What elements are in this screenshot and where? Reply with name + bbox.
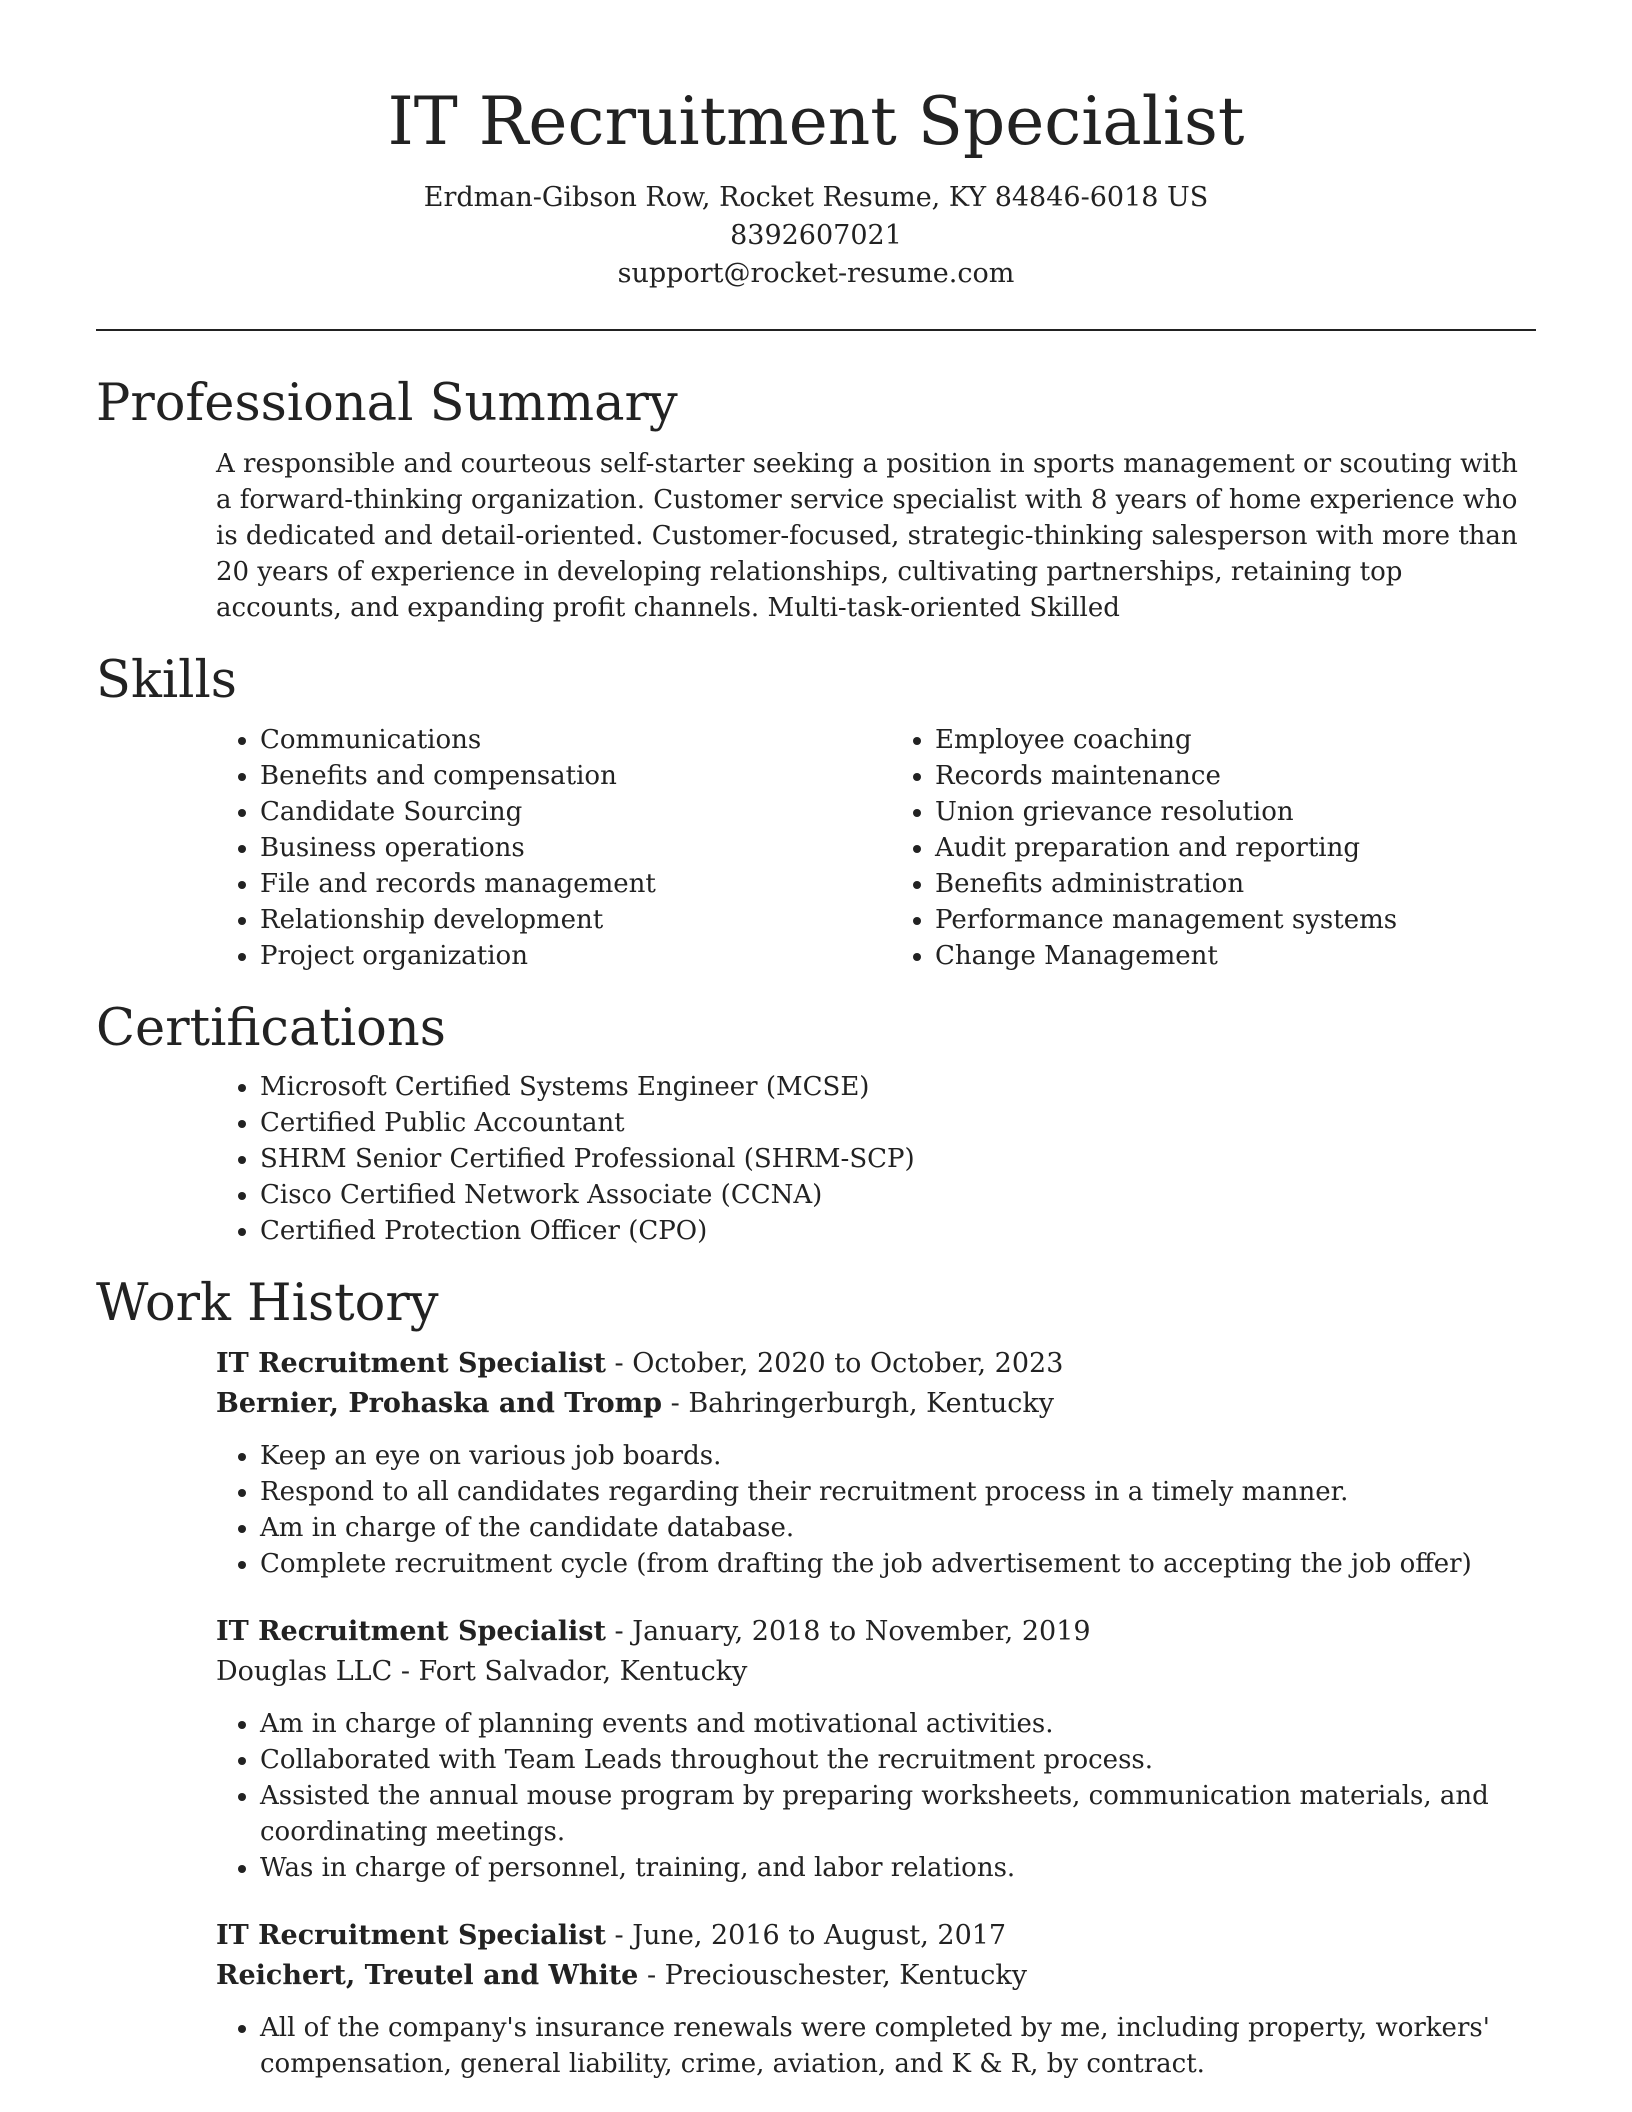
work-history-jobs [216,1344,1536,2082]
job-company-line [216,1652,1536,1692]
job-duty-item: • Am in charge of the candidate database. [260,1510,1536,1546]
skill-item: • Project organization [260,938,861,974]
skill-item: • File and records management [260,866,861,902]
job-duty-item: • Keep an eye on various job boards. [260,1438,1536,1474]
job-dates: - October, 2020 to October, 2023 [605,1347,1064,1379]
job-location: - Fort Salvador, Kentucky [392,1655,748,1687]
job-entry [216,1612,1536,1886]
job-duty-item: • All of the company's insurance renewals were completed by me, including property, workers' compensation, general liability, crime, aviation, and K & R, by contract. [260,2010,1536,2082]
professional-summary-section [96,373,1536,626]
job-company: Reichert, Treutel and White [216,1959,639,1991]
job-entry [216,1344,1536,1582]
job-role: IT Recruitment Specialist [216,1919,606,1951]
skill-item: • Benefits administration [935,866,1536,902]
certification-item: • SHRM Senior Certified Professional (SHRM-SCP) [260,1141,1536,1177]
email-address: support@rocket-resume.com [617,258,1015,290]
skill-item: • Change Management [935,938,1536,974]
job-role: IT Recruitment Specialist [216,1615,606,1647]
job-company: Douglas LLC [216,1655,393,1687]
skill-item: • Communications [260,722,861,758]
certifications-list [216,1069,1536,1249]
certification-item: • Cisco Certified Network Associate (CCNA) [260,1177,1536,1213]
job-role-line [216,1612,1536,1652]
skill-item: • Employee coaching [935,722,1536,758]
skill-item: • Candidate Sourcing [260,794,861,830]
job-duties-list [216,2010,1536,2082]
section-title-professional-summary: Professional Summary [96,374,678,434]
section-title-certifications: Certifications [96,998,446,1058]
job-role: IT Recruitment Specialist [216,1347,606,1379]
job-duty-item: • Respond to all candidates regarding their recruitment process in a timely manner. [260,1474,1536,1510]
job-location: - Bahringerburgh, Kentucky [662,1387,1054,1419]
certification-item: • Certified Protection Officer (CPO) [260,1213,1536,1249]
resume-header [96,0,1536,293]
certifications-section [96,998,1536,1249]
skills-grid [216,722,1536,974]
resume-title: IT Recruitment Specialist [387,83,1245,160]
phone-number: 8392607021 [730,220,902,252]
certification-item: • Certified Public Accountant [260,1105,1536,1141]
address: Erdman-Gibson Row, Rocket Resume, KY 84846-6018 US [423,182,1209,214]
section-title-work-history: Work History [96,1273,439,1333]
job-duty-item: • Was in charge of personnel, training, and labor relations. [260,1850,1536,1886]
job-dates: - June, 2016 to August, 2017 [605,1919,1007,1951]
skills-list-left [216,722,861,974]
skill-item: • Benefits and compensation [260,758,861,794]
certification-item: • Microsoft Certified Systems Engineer (MCSE) [260,1069,1536,1105]
job-duty-item: • Collaborated with Team Leads throughout the recruitment process. [260,1742,1536,1778]
header-divider [96,329,1536,331]
skill-item: • Relationship development [260,902,861,938]
skills-section [96,650,1536,973]
job-duty-item: • Assisted the annual mouse program by preparing worksheets, communication materials, and coordinating meetings. [260,1778,1536,1850]
work-history-section [96,1273,1536,2082]
job-duties-list [216,1706,1536,1886]
job-company: Bernier, Prohaska and Tromp [216,1387,663,1419]
professional-summary-text: A responsible and courteous self-starter seeking a position in sports management or scouting with a forward-thinking organization. Customer service specialist with 8 years of home experience who is dedicated and detail-oriented. Customer-focused, strategic-thinking salesperson with more than 20 years of experience in developing relationships, cultivating partnerships, retaining top accounts, and expanding profit channels. Multi-task-oriented Skilled [216,449,1518,624]
skill-item: • Records maintenance [935,758,1536,794]
job-company-line [216,1956,1536,1996]
certifications-list-wrapper [216,1069,1536,1249]
job-duties-list [216,1438,1536,1582]
skill-item: • Union grievance resolution [935,794,1536,830]
job-company-line [216,1384,1536,1424]
skill-item: • Performance management systems [935,902,1536,938]
skill-item: • Business operations [260,830,861,866]
job-duty-item: • Complete recruitment cycle (from drafting the job advertisement to accepting the job offer) [260,1546,1536,1582]
skills-list-right [891,722,1536,974]
skill-item: • Audit preparation and reporting [935,830,1536,866]
job-location: - Preciouschester, Kentucky [638,1959,1028,1991]
job-entry [216,1916,1536,2082]
job-duty-item: • Am in charge of planning events and motivational activities. [260,1706,1536,1742]
section-title-skills: Skills [96,651,237,711]
job-role-line [216,1916,1536,1956]
job-dates: - January, 2018 to November, 2019 [605,1615,1091,1647]
job-role-line [216,1344,1536,1384]
